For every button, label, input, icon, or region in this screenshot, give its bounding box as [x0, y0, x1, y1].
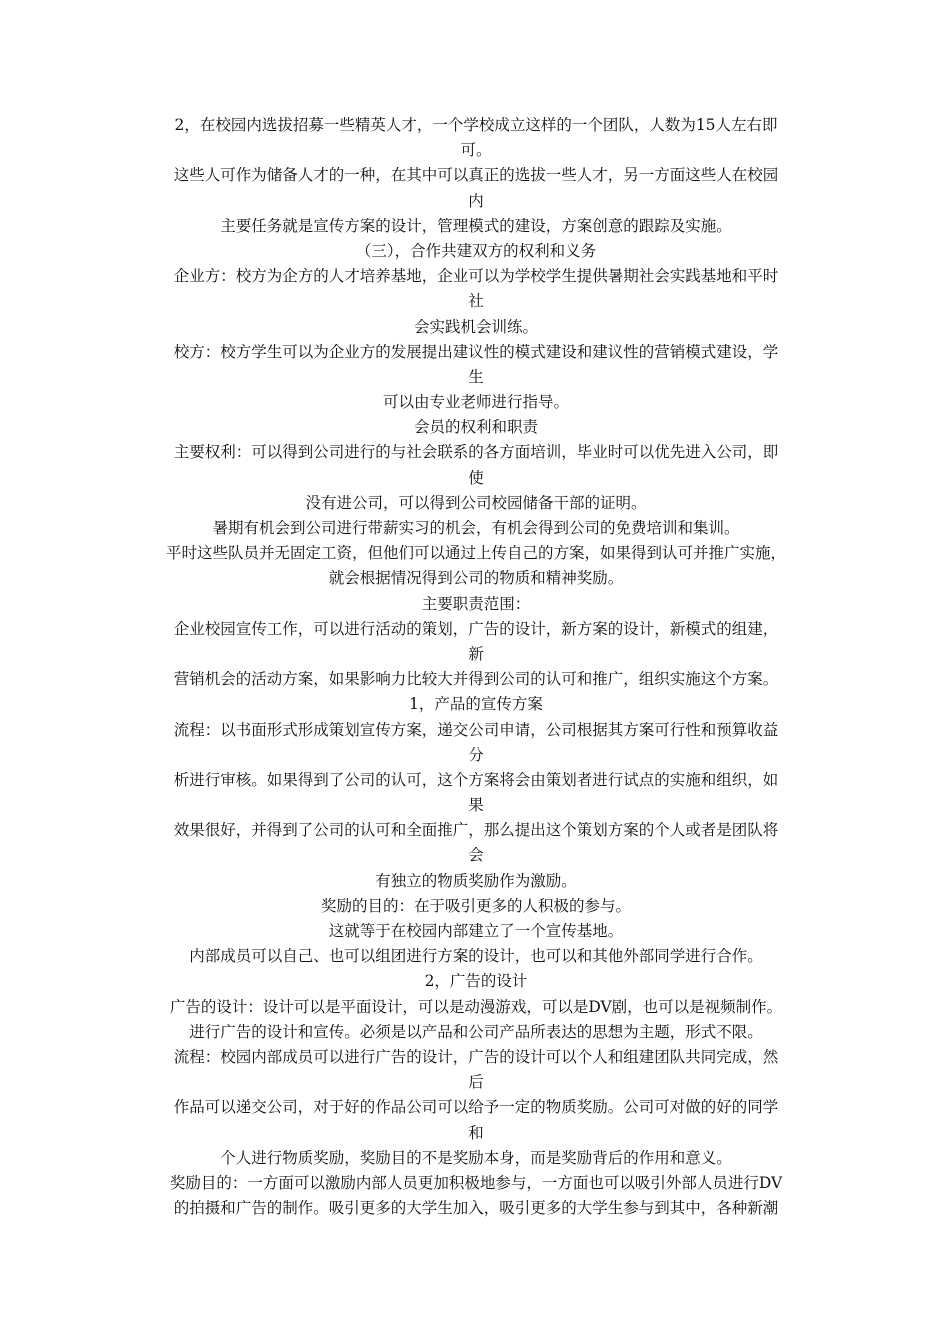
text-line: 新	[468, 644, 484, 663]
text-line: 主要职责范围：	[421, 594, 531, 613]
text-line: 营销机会的活动方案，如果影响力比较大并得到公司的认可和推广，组织实施这个方案。	[173, 670, 779, 689]
text-line: 2，在校园内选拔招募一些精英人才，一个学校成立这样的一个团队，人数为15人左右即	[174, 116, 778, 134]
text-line: 校方：校方学生可以为企业方的发展提出建议性的模式建设和建议性的营销模式建设，学	[173, 342, 779, 361]
text-line: 会实践机会训练。	[413, 317, 538, 336]
text-line: 奖励的目的：在于吸引更多的人积极的参与。	[320, 896, 631, 915]
text-line: 有独立的物质奖励作为激励。	[375, 871, 577, 890]
text-line: 平时这些队员并无固定工资，但他们可以通过上传自己的方案，如果得到认可并推广实施，	[165, 544, 786, 563]
text-line: 没有进公司，可以得到公司校园储备干部的证明。	[305, 493, 647, 512]
text-line: 个人进行物质奖励，奖励目的不是奖励本身，而是奖励背后的作用和意义。	[220, 1148, 732, 1167]
text-line: 会	[468, 846, 484, 865]
text-line: 的拍摄和广告的制作。吸引更多的大学生加入，吸引更多的大学生参与到其中，各种新潮	[173, 1199, 779, 1218]
text-line: 流程：校园内部成员可以进行广告的设计，广告的设计可以个人和组建团队共同完成，然	[173, 1047, 779, 1066]
text-line: 社	[468, 292, 484, 311]
text-line: 企业方：校方为企方的人才培养基地，企业可以为学校学生提供暑期社会实践基地和平时	[173, 267, 779, 286]
text-line: 这就等于在校园内部建立了一个宣传基地。	[328, 922, 624, 940]
text-line: 流程：以书面形式形成策划宣传方案，递交公司申请，公司根据其方案可行性和预算收益	[173, 720, 779, 739]
text-line: 分	[468, 745, 484, 764]
text-line: 主要权利：可以得到公司进行的与社会联系的各方面培训，毕业时可以优先进入公司，即	[173, 443, 779, 462]
text-line: 生	[468, 367, 484, 386]
text-line: 内部成员可以自己、也可以组团进行方案的设计，也可以和其他外部同学进行合作。	[189, 947, 763, 966]
text-line: 作品可以递交公司，对于好的作品公司可以给予一定的物质奖励。公司可对做的好的同学	[173, 1098, 779, 1117]
text-line: 果	[468, 796, 484, 815]
text-line: 企业校园宣传工作，可以进行活动的策划，广告的设计，新方案的设计，新模式的组建，	[173, 619, 779, 638]
text-line: 可以由专业老师进行指导。	[382, 393, 569, 412]
text-line: 效果很好，并得到了公司的认可和全面推广，那么提出这个策划方案的个人或者是团队将	[173, 821, 779, 840]
text-line: 主要任务就是宣传方案的设计，管理模式的建设，方案创意的跟踪及实施。	[220, 216, 732, 235]
document-body	[120, 113, 832, 1221]
text-line: 奖励目的：一方面可以激励内部人员更加积极地参与，一方面也可以吸引外部人员进行DV	[169, 1173, 783, 1192]
text-line: 会员的权利和职责	[413, 418, 538, 437]
text-line: 析进行审核。如果得到了公司的认可，这个方案将会由策划者进行试点的实施和组织，如	[173, 770, 779, 789]
text-line: 2，广告的设计	[424, 972, 528, 991]
text-line: 1，产品的宣传方案	[409, 695, 543, 714]
text-line: 就会根据情况得到公司的物质和精神奖励。	[328, 569, 624, 588]
text-line: 可。	[460, 141, 492, 160]
text-line: 广告的设计：设计可以是平面设计，可以是动漫游戏，可以是DV剧，也可以是视频制作。	[169, 997, 783, 1016]
text-line: 和	[468, 1123, 484, 1142]
text-line: 这些人可作为储备人才的一种，在其中可以真正的选拔一些人才，另一方面这些人在校园	[173, 166, 779, 185]
text-line: 暑期有机会到公司进行带薪实习的机会，有机会得到公司的免费培训和集训。	[212, 519, 740, 537]
text-line: 使	[468, 468, 484, 487]
text-line: 进行广告的设计和宣传。必须是以产品和公司产品所表达的思想为主题，形式不限。	[189, 1022, 763, 1041]
text-line: （三），合作共建双方的权利和义务	[355, 241, 597, 260]
text-line: 后	[468, 1073, 484, 1092]
text-line: 内	[468, 191, 484, 210]
